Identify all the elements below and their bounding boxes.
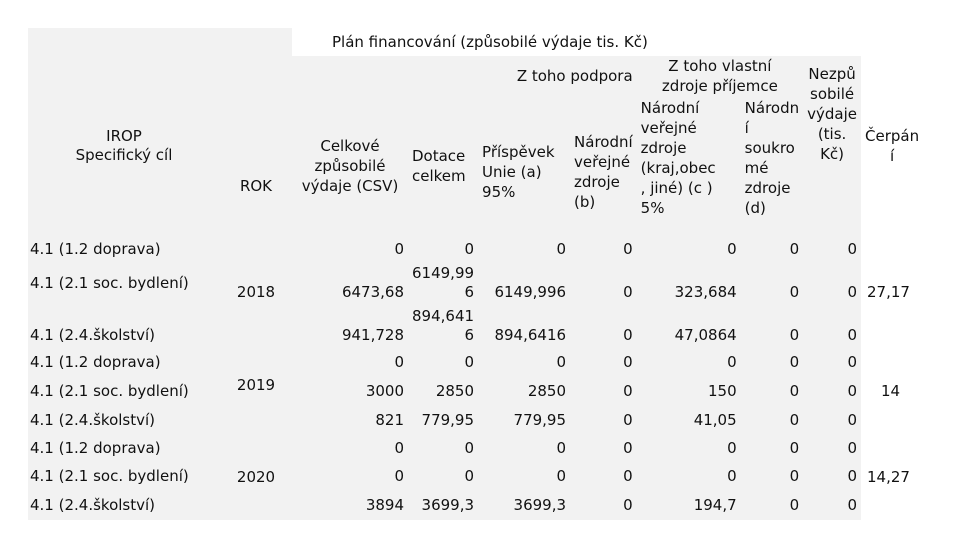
table-row	[28, 490, 923, 520]
cell-c: 194,7	[637, 490, 741, 520]
table-row	[28, 236, 923, 262]
cell-total: 821	[292, 406, 408, 434]
header-national-public-c: Národní veřejné zdroje (kraj,obec , jiné) (c ) 5%	[637, 96, 741, 236]
cell-drawn: 27,17	[861, 236, 923, 348]
table-row	[28, 262, 923, 304]
cell-b: 0	[570, 348, 637, 376]
cell-c: 0	[637, 462, 741, 490]
cell-d: 0	[741, 236, 803, 262]
cell-grant: 779,95	[408, 406, 478, 434]
financing-plan-table	[28, 28, 923, 520]
empty-cell	[292, 56, 408, 96]
row-goal: 4.1 (2.1 soc. bydlení)	[28, 262, 220, 304]
cell-total: 6473,68	[292, 262, 408, 304]
cell-eu: 3699,3	[478, 490, 570, 520]
cell-drawn: 14	[861, 348, 923, 434]
cell-eu: 894,6416	[478, 304, 570, 348]
decorative-top-band	[0, 0, 960, 28]
cell-grant: 0	[408, 462, 478, 490]
cell-d: 0	[741, 490, 803, 520]
row-goal: 4.1 (1.2 doprava)	[28, 434, 220, 462]
cell-eu: 2850	[478, 376, 570, 406]
table-row	[28, 434, 923, 462]
table-row	[28, 376, 923, 406]
header-own-group: Z toho vlastní zdroje příjemce	[637, 56, 803, 96]
cell-c: 41,05	[637, 406, 741, 434]
table-row	[28, 406, 923, 434]
header-ineligible: Nezpů sobilé výdaje (tis. Kč)	[803, 56, 861, 236]
row-goal: 4.1 (1.2 doprava)	[28, 236, 220, 262]
table-row	[28, 348, 923, 376]
cell-ineligible: 0	[803, 376, 861, 406]
cell-b: 0	[570, 376, 637, 406]
header-national-private-d: Národn í soukro mé zdroje (d)	[741, 96, 803, 236]
cell-ineligible: 0	[803, 490, 861, 520]
table-row	[28, 304, 923, 348]
cell-c: 47,0864	[637, 304, 741, 348]
cell-grant: 0	[408, 434, 478, 462]
cell-d: 0	[741, 434, 803, 462]
cell-grant: 6149,99 6	[408, 262, 478, 304]
header-support-group: Z toho podpora	[408, 56, 637, 96]
cell-eu: 0	[478, 236, 570, 262]
cell-total: 0	[292, 236, 408, 262]
cell-ineligible: 0	[803, 262, 861, 304]
table-title: Plán financování (způsobilé výdaje tis. Kč)	[292, 28, 923, 56]
cell-ineligible: 0	[803, 434, 861, 462]
cell-total: 0	[292, 462, 408, 490]
row-goal: 4.1 (1.2 doprava)	[28, 348, 220, 376]
row-goal: 4.1 (2.1 soc. bydlení)	[28, 376, 220, 406]
cell-c: 150	[637, 376, 741, 406]
table-row	[28, 462, 923, 490]
cell-d: 0	[741, 462, 803, 490]
cell-grant: 3699,3	[408, 490, 478, 520]
cell-eu: 0	[478, 348, 570, 376]
cell-eu: 779,95	[478, 406, 570, 434]
cell-total: 3000	[292, 376, 408, 406]
cell-c: 0	[637, 434, 741, 462]
cell-c: 0	[637, 236, 741, 262]
cell-ineligible: 0	[803, 236, 861, 262]
cell-total: 941,728	[292, 304, 408, 348]
cell-b: 0	[570, 434, 637, 462]
empty-cell	[28, 28, 220, 56]
cell-eu: 0	[478, 462, 570, 490]
row-year: 2020	[220, 434, 292, 520]
header-goal: IROP Specifický cíl	[28, 56, 220, 236]
cell-d: 0	[741, 406, 803, 434]
cell-b: 0	[570, 262, 637, 304]
row-goal: 4.1 (2.4.školství)	[28, 406, 220, 434]
cell-d: 0	[741, 376, 803, 406]
cell-total: 3894	[292, 490, 408, 520]
cell-drawn: 14,27	[861, 434, 923, 520]
cell-c: 0	[637, 348, 741, 376]
row-goal: 4.1 (2.4.školství)	[28, 490, 220, 520]
cell-eu: 6149,996	[478, 262, 570, 304]
header-year: ROK	[220, 96, 292, 236]
cell-b: 0	[570, 304, 637, 348]
cell-ineligible: 0	[803, 304, 861, 348]
cell-b: 0	[570, 406, 637, 434]
cell-b: 0	[570, 236, 637, 262]
header-national-public-b: Národní veřejné zdroje (b)	[570, 96, 637, 236]
cell-b: 0	[570, 490, 637, 520]
empty-cell	[220, 56, 292, 96]
row-year: 2019	[220, 348, 292, 434]
empty-cell	[220, 28, 292, 56]
cell-ineligible: 0	[803, 462, 861, 490]
header-drawn: Čerpán í	[861, 56, 923, 236]
cell-d: 0	[741, 304, 803, 348]
header-eu: Příspěvek Unie (a) 95%	[478, 96, 570, 236]
header-grant: Dotace celkem	[408, 96, 478, 236]
cell-d: 0	[741, 262, 803, 304]
row-goal: 4.1 (2.1 soc. bydlení)	[28, 462, 220, 490]
cell-ineligible: 0	[803, 348, 861, 376]
cell-b: 0	[570, 462, 637, 490]
cell-grant: 0	[408, 348, 478, 376]
cell-ineligible: 0	[803, 406, 861, 434]
cell-c: 323,684	[637, 262, 741, 304]
cell-grant: 894,641 6	[408, 304, 478, 348]
header-total: Celkové způsobilé výdaje (CSV)	[292, 96, 408, 236]
cell-eu: 0	[478, 434, 570, 462]
cell-total: 0	[292, 348, 408, 376]
row-goal: 4.1 (2.4.školství)	[28, 304, 220, 348]
cell-grant: 2850	[408, 376, 478, 406]
row-year: 2018	[220, 236, 292, 348]
cell-total: 0	[292, 434, 408, 462]
cell-d: 0	[741, 348, 803, 376]
cell-grant: 0	[408, 236, 478, 262]
